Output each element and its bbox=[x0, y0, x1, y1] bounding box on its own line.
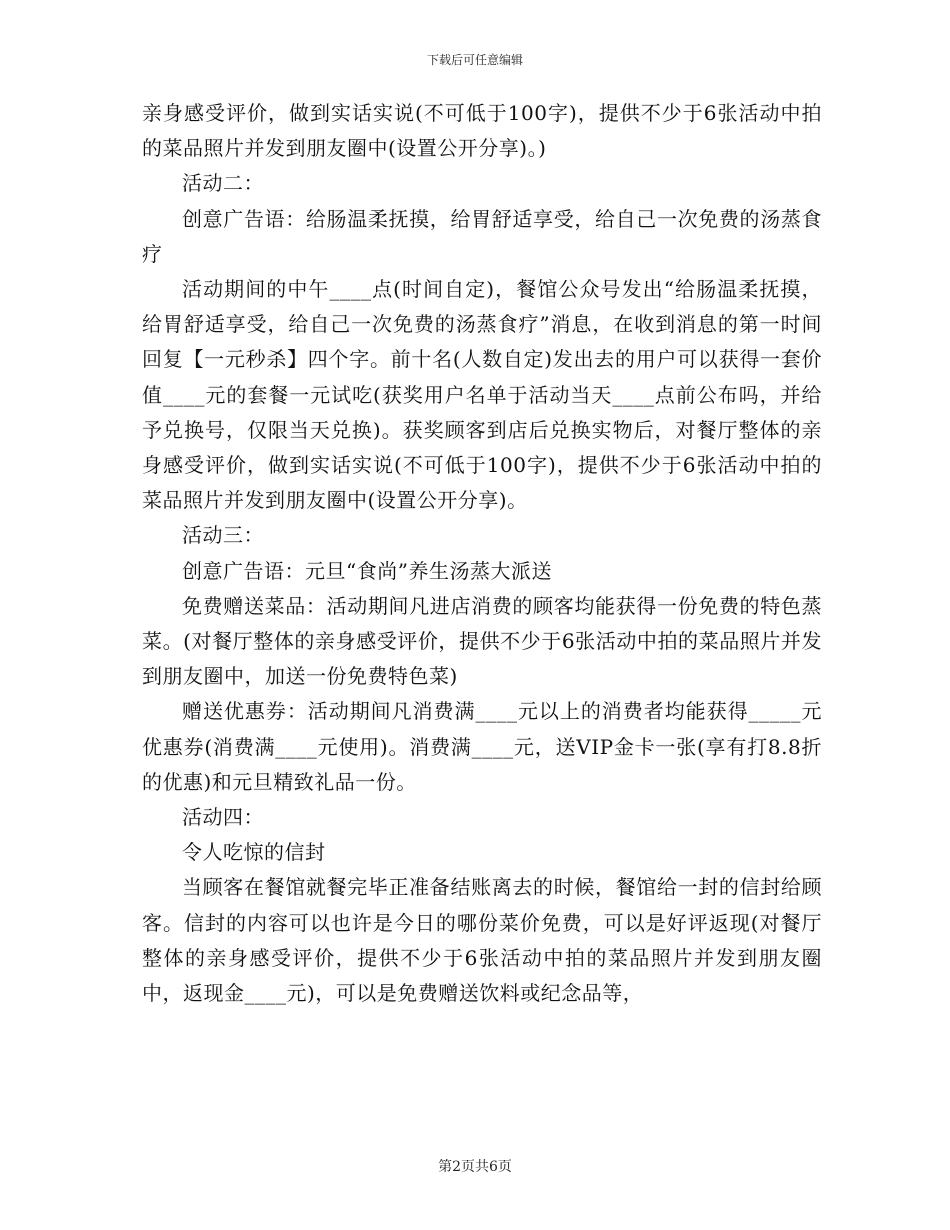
page-header: 下载后可任意编辑 bbox=[426, 53, 523, 67]
section-heading-activity-4: 活动四： bbox=[182, 805, 264, 830]
paragraph-continuation: 亲身感受评价，做到实话实说(不可低于100字)，提供不少于6张活动中拍的菜品照片并发到朋友圈中(设置公开分享)。) bbox=[142, 101, 822, 161]
paragraph-envelope-details: 当顾客在餐馆就餐完毕正准备结账离去的时候，餐馆给一封的信封给顾客。信封的内容可以也许是今日的哪份菜价免费，可以是好评返现(对餐厅整体的亲身感受评价，提供不少于6张活动中拍的菜品照片并发到朋友圈中，返现金____元)，可以是免费赠送饮料或纪念品等， bbox=[142, 875, 822, 1006]
page-footer: 第2页共6页 bbox=[438, 1159, 512, 1175]
paragraph-coupon: 赠送优惠券：活动期间凡消费满____元以上的消费者均能获得_____元优惠券(消费满____元使用)。消费满____元，送VIP金卡一张(享有打8.8折的优惠)和元旦精致礼品一份。 bbox=[142, 699, 822, 794]
paragraph-envelope-title: 令人吃惊的信封 bbox=[182, 840, 326, 865]
paragraph-activity-2-details: 活动期间的中午____点(时间自定)，餐馆公众号发出“给肠温柔抚摸，给胃舒适享受，给自己一次免费的汤蒸食疗”消息，在收到消息的第一时间回复【一元秒杀】四个字。前十名(人数自定)发出去的用户可以获得一套价值____元的套餐一元试吃(获奖用户名单于活动当天____点前公布吗，并给予兑换号，仅限当天兑换)。获奖顾客到店后兑换实物后，对餐厅整体的亲身感受评价，做到实话实说(不可低于100字)，提供不少于6张活动中拍的菜品照片并发到朋友圈中(设置公开分享)。 bbox=[142, 277, 822, 513]
paragraph-slogan-3: 创意广告语：元旦“食尚”养生汤蒸大派送 bbox=[182, 558, 552, 583]
document-body bbox=[142, 96, 822, 1011]
section-heading-activity-3: 活动三： bbox=[182, 523, 264, 548]
section-heading-activity-2: 活动二： bbox=[182, 171, 264, 196]
paragraph-free-dish: 免费赠送菜品：活动期间凡进店消费的顾客均能获得一份免费的特色蒸菜。(对餐厅整体的亲身感受评价，提供不少于6张活动中拍的菜品照片并发到朋友圈中，加送一份免费特色菜) bbox=[142, 593, 822, 689]
paragraph-slogan-2: 创意广告语：给肠温柔抚摸，给胃舒适享受，给自己一次免费的汤蒸食疗 bbox=[142, 206, 822, 266]
